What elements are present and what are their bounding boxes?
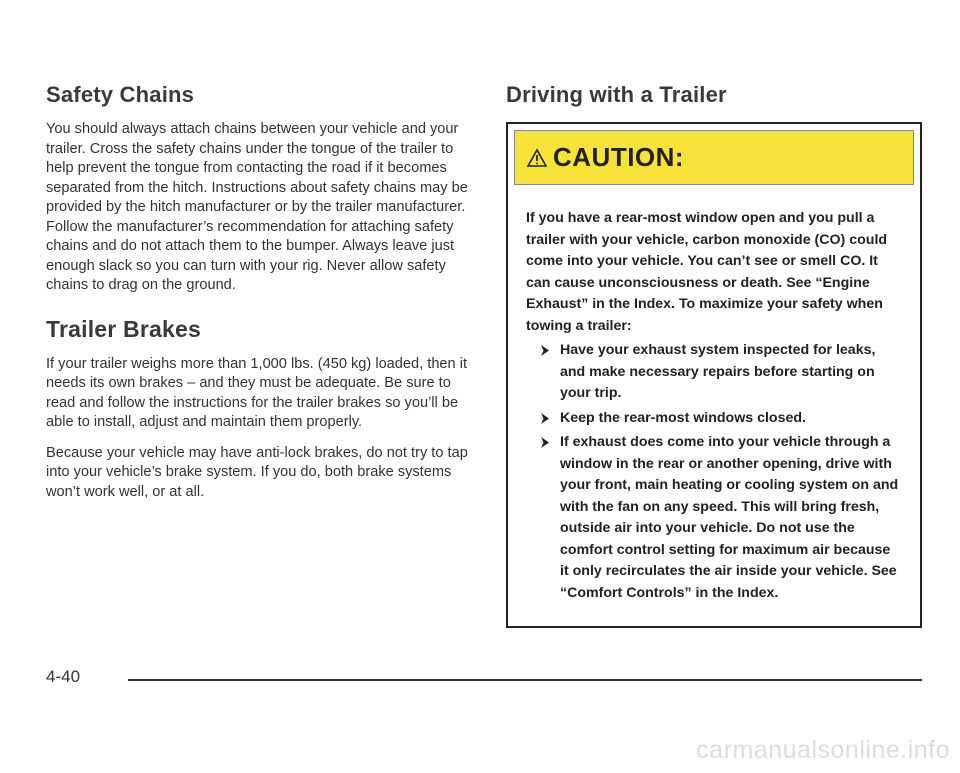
bullet-marker-icon bbox=[540, 413, 550, 424]
safety-chains-paragraph: You should always attach chains between your vehicle and your trailer. Cross the safety chains under the tongue of the trailer to help prevent the tongue from contacting the road if it becomes separated from the hitch. Instructions about safety chains may be provided by the hitch manufacturer or by the trailer manufacturer. Follow the manufacturer’s recommendation for attaching safety chains and do not attach them to the bumper. Always leave just enough slack so you can turn with your rig. Never allow safety chains to drag on the ground. bbox=[46, 121, 468, 293]
trailer-brakes-paragraph-2: Because your vehicle may have anti-lock brakes, do not try to tap into your vehicle’s brake system. If you do, both brake systems won’t work well, or at all. bbox=[46, 444, 468, 500]
list-item bbox=[538, 432, 902, 604]
caution-intro: If you have a rear-most window open and you pull a trailer with your vehicle, carbon monoxide (CO) could come into your vehicle. You can’t see or smell CO. It can cause unconsciousness or death. See “Engine Exhaust” in the Index. To maximize your safety when towing a trailer: bbox=[526, 210, 888, 334]
caution-box bbox=[506, 122, 922, 628]
bullet-marker-icon bbox=[540, 437, 550, 448]
caution-body bbox=[526, 208, 902, 607]
caution-bullet-list bbox=[526, 340, 902, 604]
safety-chains-heading: Safety Chains bbox=[46, 82, 195, 107]
list-item bbox=[538, 408, 902, 430]
bullet-text: Have your exhaust system inspected for leaks, and make necessary repairs before starting on your trip. bbox=[560, 342, 876, 401]
trailer-brakes-paragraph-1: If your trailer weighs more than 1,000 lbs. (450 kg) loaded, then it needs its own brakes – and they must be adequate. Be sure to read and follow the instructions for the trailer brakes so you’ll be able to install, adjust and maintain them properly. bbox=[46, 355, 468, 430]
trailer-brakes-heading: Trailer Brakes bbox=[46, 315, 201, 342]
page-number: 4-40 bbox=[46, 667, 81, 686]
watermark: carmanualsonline.info bbox=[696, 736, 950, 764]
footer-rule bbox=[128, 679, 922, 681]
page-footer bbox=[46, 667, 922, 691]
caution-label: CAUTION: bbox=[553, 142, 685, 172]
left-column bbox=[46, 82, 476, 513]
right-column bbox=[506, 82, 922, 628]
caution-banner bbox=[514, 130, 914, 185]
bullet-marker-icon bbox=[540, 345, 550, 356]
driving-with-trailer-heading: Driving with a Trailer bbox=[506, 82, 727, 107]
bullet-text: Keep the rear-most windows closed. bbox=[560, 409, 806, 426]
list-item bbox=[538, 340, 902, 405]
bullet-text: If exhaust does come into your vehicle through a window in the rear or another opening, drive with your front, main heating or cooling system on and with the fan on any speed. This will bring fresh, outside air into your vehicle. Do not use the comfort control setting for maximum air because it only recirculates the air inside your vehicle. See “Comfort Controls” in the Index. bbox=[560, 434, 899, 601]
warning-triangle-icon bbox=[527, 148, 547, 168]
